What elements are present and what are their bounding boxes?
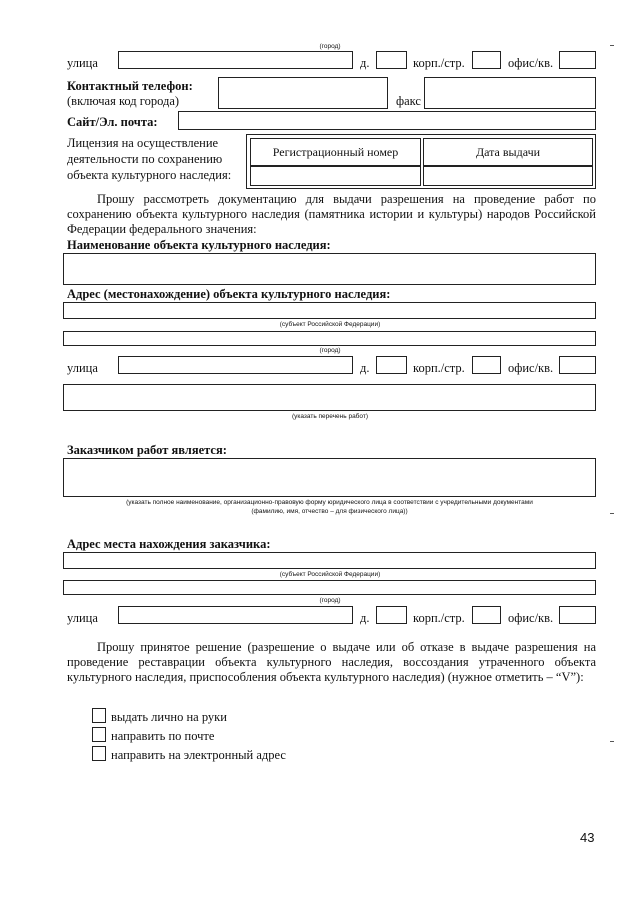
license-issue-date-field[interactable] bbox=[423, 166, 593, 186]
object-office-label: офис/кв. bbox=[508, 361, 554, 375]
object-house-label: д. bbox=[360, 361, 370, 375]
object-city-caption: (город) bbox=[319, 347, 341, 354]
customer-office-label: офис/кв. bbox=[508, 611, 554, 625]
fax-label: факс bbox=[396, 94, 421, 108]
option-by-mail-checkbox[interactable] bbox=[92, 727, 106, 742]
request-paragraph: Прошу рассмотреть документацию для выдачи разрешения на проведение работ по сохранению объекта культурного наследия (памятника истории и культуры) народов Российской Федерации федерального значения: bbox=[67, 192, 596, 236]
margin-mark bbox=[610, 741, 614, 742]
customer-city-field[interactable] bbox=[63, 580, 596, 595]
object-street-label: улица bbox=[67, 361, 98, 375]
customer-field[interactable] bbox=[63, 458, 596, 497]
house-label: д. bbox=[360, 56, 370, 70]
works-list-field[interactable] bbox=[63, 384, 596, 411]
license-label-line3: объекта культурного наследия: bbox=[67, 168, 232, 182]
license-label-line1: Лицензия на осуществление bbox=[67, 136, 219, 150]
customer-subject-field[interactable] bbox=[63, 552, 596, 569]
object-name-heading: Наименование объекта культурного наследия: bbox=[67, 238, 331, 252]
object-house-field[interactable] bbox=[376, 356, 407, 374]
office-field[interactable] bbox=[559, 51, 596, 69]
fax-field[interactable] bbox=[424, 77, 596, 109]
option-email-checkbox[interactable] bbox=[92, 746, 106, 761]
license-table bbox=[246, 134, 596, 189]
customer-building-label: корп./стр. bbox=[413, 611, 465, 625]
customer-house-field[interactable] bbox=[376, 606, 407, 624]
margin-mark bbox=[610, 45, 614, 46]
customer-city-caption: (город) bbox=[319, 597, 341, 604]
object-office-field[interactable] bbox=[559, 356, 596, 374]
street-field[interactable] bbox=[118, 51, 353, 69]
license-table-header-reg-number: Регистрационный номер bbox=[250, 138, 421, 166]
site-field[interactable] bbox=[178, 111, 596, 130]
house-field[interactable] bbox=[376, 51, 407, 69]
customer-caption-line2: (фамилию, имя, отчество – для физического лица)) bbox=[251, 508, 408, 515]
works-caption: (указать перечень работ) bbox=[291, 413, 369, 420]
customer-heading: Заказчиком работ является: bbox=[67, 443, 227, 457]
object-building-field[interactable] bbox=[472, 356, 501, 374]
customer-street-field[interactable] bbox=[118, 606, 353, 624]
object-subject-caption: (субъект Российской Федерации) bbox=[279, 321, 381, 328]
license-reg-number-field[interactable] bbox=[250, 166, 421, 186]
license-label-line2: деятельности по сохранению bbox=[67, 152, 223, 166]
customer-caption-line1: (указать полное наименование, организационно-правовую форму юридического лица в соответствии с учредительными документами bbox=[126, 499, 533, 506]
customer-street-label: улица bbox=[67, 611, 98, 625]
customer-building-field[interactable] bbox=[472, 606, 501, 624]
building-label: корп./стр. bbox=[413, 56, 465, 70]
option-in-person-label: выдать лично на руки bbox=[111, 710, 227, 724]
customer-office-field[interactable] bbox=[559, 606, 596, 624]
customer-address-heading: Адрес места нахождения заказчика: bbox=[67, 537, 271, 551]
license-table-header-issue-date: Дата выдачи bbox=[423, 138, 593, 166]
object-name-field[interactable] bbox=[63, 253, 596, 285]
option-in-person-checkbox[interactable] bbox=[92, 708, 106, 723]
object-building-label: корп./стр. bbox=[413, 361, 465, 375]
object-city-field[interactable] bbox=[63, 331, 596, 346]
customer-subject-caption: (субъект Российской Федерации) bbox=[279, 571, 381, 578]
option-by-mail-label: направить по почте bbox=[111, 729, 215, 743]
object-street-field[interactable] bbox=[118, 356, 353, 374]
object-subject-field[interactable] bbox=[63, 302, 596, 319]
building-field[interactable] bbox=[472, 51, 501, 69]
phone-field[interactable] bbox=[218, 77, 388, 109]
page-number: 43 bbox=[580, 830, 595, 845]
decision-paragraph: Прошу принятое решение (разрешение о выдаче или об отказе в выдаче разрешения на проведение реставрации объекта культурного наследия, воссоздания утраченного объекта культурного наследия, приспособления объекта культурного наследия) (нужное отметить – “V”): bbox=[67, 640, 596, 684]
office-label: офис/кв. bbox=[508, 56, 554, 70]
margin-mark bbox=[610, 513, 614, 514]
city-caption: (город) bbox=[319, 43, 341, 50]
object-address-heading: Адрес (местонахождение) объекта культурного наследия: bbox=[67, 287, 391, 301]
option-email-label: направить на электронный адрес bbox=[111, 748, 286, 762]
site-label: Сайт/Эл. почта: bbox=[67, 115, 158, 129]
contact-phone-label: Контактный телефон: bbox=[67, 79, 193, 93]
street-label: улица bbox=[67, 56, 98, 70]
customer-house-label: д. bbox=[360, 611, 370, 625]
contact-phone-note: (включая код города) bbox=[67, 94, 180, 108]
